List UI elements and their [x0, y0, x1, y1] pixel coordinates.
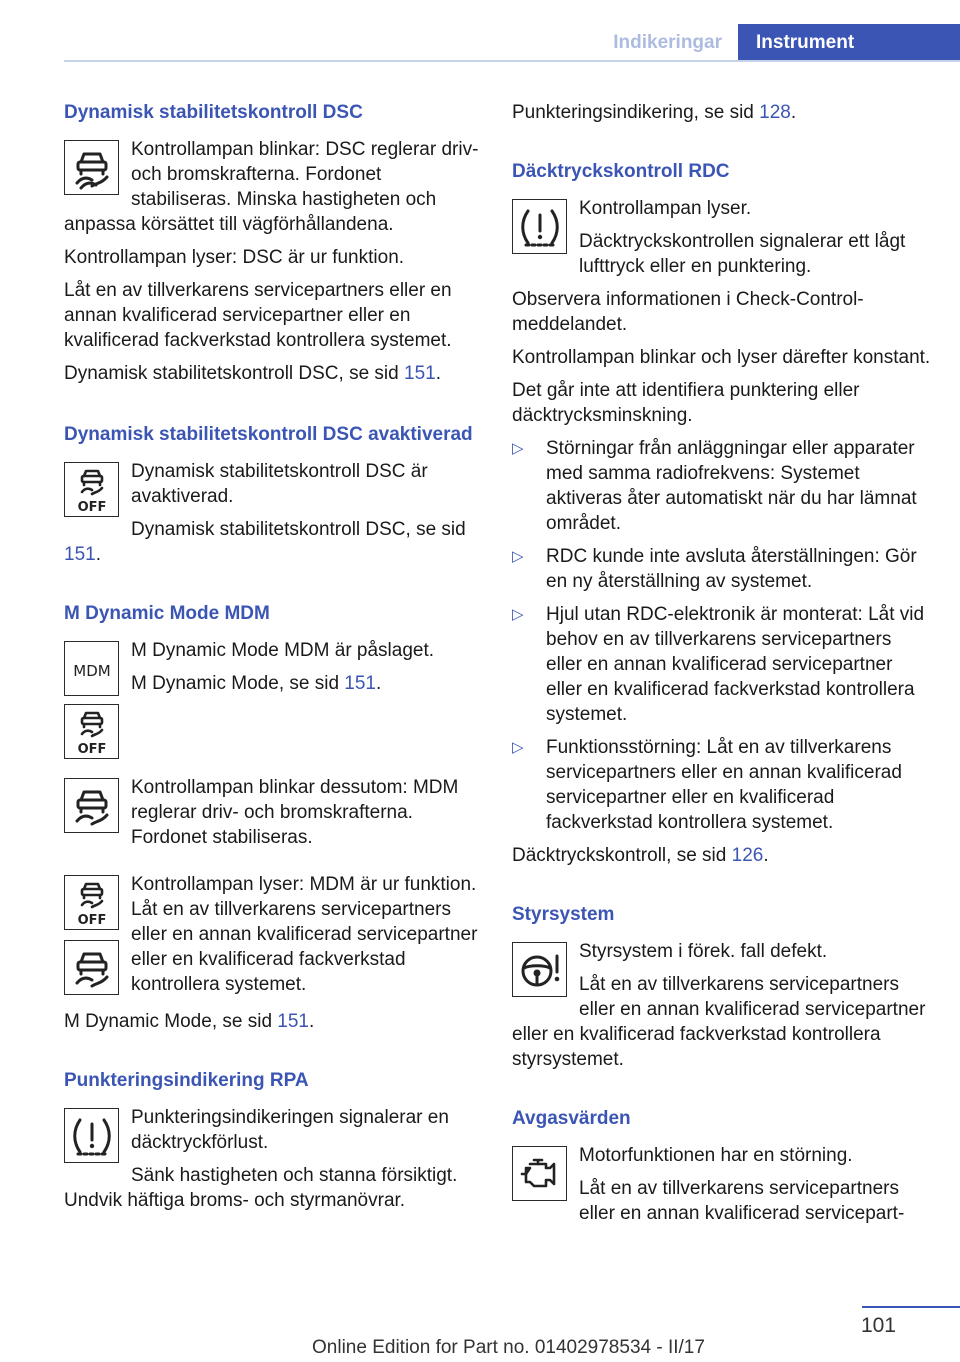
rdc-text-2: Däcktryckskontrollen signalerar ett lågt lufttryck eller en punktering.	[579, 231, 906, 277]
mdm-text-2: Kontrollampan blinkar dessutom: MDM reglerar driv- och bromskrafterna. Fordonet stabiliseras.	[131, 777, 459, 848]
mdm-text-3: Kontrollampan lyser: MDM är ur funktion. Låt en av tillverkarens servicepartners eller en annan kvalificerad servicepartner eller en kvalificerad fackverkstad kontrollera systemet.	[131, 874, 478, 995]
dsc-text-1: Kontrollampan blinkar: DSC reglerar driv- och bromskrafterna. Fordonet stabiliseras. Minska hastigheten och anpassa körsättet till vägförhållandena.	[64, 139, 479, 235]
dsc-icon	[64, 140, 119, 195]
dsc-off-text-1: Dynamisk stabilitetskontroll DSC är avaktiverad.	[131, 461, 428, 507]
rdc-text-4: Kontrollampan blinkar och lyser därefter konstant.	[512, 347, 931, 368]
edition-text: Online Edition for Part no. 01402978534 - II/17	[312, 1337, 705, 1358]
rdc-ref: Däcktryckskontroll, se sid 126.	[512, 845, 769, 866]
header-divider	[64, 60, 960, 62]
section-title-rpa: Punkteringsindikering RPA	[64, 1070, 309, 1091]
engine-check-icon	[512, 1146, 567, 1201]
tire-pressure-icon-2	[512, 199, 567, 254]
rdc-text-3: Observera informationen i Check-Control-meddelandet.	[512, 289, 864, 335]
page-number: 101	[860, 1314, 896, 1337]
dsc-off-icon-2	[64, 704, 119, 759]
svg-text:OFF: OFF	[77, 912, 106, 927]
dsc-off-ref-link[interactable]: 151	[64, 544, 96, 565]
tire-pressure-icon	[64, 1108, 119, 1163]
mdm-ref-2: M Dynamic Mode, se sid 151.	[64, 1011, 315, 1032]
section-title-steering: Styrsystem	[512, 904, 615, 925]
section-title-exhaust: Avgasvärden	[512, 1108, 631, 1129]
list-item: ▷ Funktionsstörning: Låt en av tillverkarens servicepartners eller en annan kvalificerad servicepartner eller en kvalificerad fackverkstad kontrollera systemet.	[512, 737, 902, 833]
rpa-text-1: Punkteringsindikeringen signalerar en däcktryckförlust.	[131, 1107, 449, 1153]
dsc-icon-2	[64, 778, 119, 833]
svg-text:OFF: OFF	[77, 741, 106, 756]
exhaust-text-1: Motorfunktionen har en störning.	[579, 1145, 853, 1166]
rpa-ref-link[interactable]: 128	[759, 102, 791, 123]
mdm-ref-2-link[interactable]: 151	[277, 1011, 309, 1032]
list-item: ▷ Hjul utan RDC-elektronik är monterat: Låt vid behov en av tillverkarens servicepartners eller en annan kvalificerad servicepartner eller en kvalificerad fackverkstad kontrollera systemet.	[512, 604, 925, 725]
exhaust-text-2: Låt en av tillverkarens servicepartners eller en annan kvalificerad servicepart-	[579, 1178, 905, 1224]
section-title-dsc-off: Dynamisk stabilitetskontroll DSC avaktiverad	[64, 424, 473, 445]
rdc-bullet-list	[512, 436, 932, 835]
triangle-bullet-icon: ▷	[512, 739, 524, 756]
svg-text:OFF: OFF	[77, 499, 106, 514]
left-column	[64, 100, 482, 1221]
rdc-text-1: Kontrollampan lyser.	[579, 198, 752, 219]
rdc-ref-link[interactable]: 126	[731, 845, 764, 866]
header-tab-indikeringar[interactable]: Indikeringar	[613, 32, 722, 53]
triangle-bullet-icon: ▷	[512, 606, 524, 623]
mdm-text-1: M Dynamic Mode MDM är påslaget.	[131, 640, 435, 661]
footer-divider	[862, 1306, 960, 1308]
triangle-bullet-icon: ▷	[512, 548, 524, 565]
dsc-text-3: Låt en av tillverkarens servicepartners eller en annan kvalificerad servicepartner eller en kvalificerad fackverkstad kontrollera systemet.	[64, 280, 452, 351]
dsc-text-2: Kontrollampan lyser: DSC är ur funktion.	[64, 247, 405, 268]
steering-wheel-warning-icon	[512, 942, 567, 997]
list-item: ▷ RDC kunde inte avsluta återställningen: Gör en ny återställning av systemet.	[512, 546, 917, 592]
svg-text:MDM: MDM	[72, 661, 111, 680]
mdm-ref-1: M Dynamic Mode, se sid 151.	[131, 673, 382, 694]
list-item: ▷ Störningar från anläggningar eller apparater med samma radiofrekvens: Systemet aktiveras åter automatiskt när du har lämnat området.	[512, 438, 917, 534]
rpa-text-2: Sänk hastigheten och stanna försiktigt. Undvik häftiga broms- och styrmanövrar.	[64, 1165, 458, 1211]
section-title-mdm: M Dynamic Mode MDM	[64, 603, 270, 624]
dsc-off-ref: Dynamisk stabilitetskontroll DSC, se sid 151.	[64, 519, 466, 565]
dsc-ref: Dynamisk stabilitetskontroll DSC, se sid 151.	[64, 363, 441, 384]
steering-text-1: Styrsystem i förek. fall defekt.	[579, 941, 828, 962]
header-tab-instrument[interactable]: Instrument	[738, 24, 960, 62]
section-title-rdc: Däcktryckskontroll RDC	[512, 161, 730, 182]
dsc-off-icon-3	[64, 875, 119, 930]
dsc-icon-3	[64, 940, 119, 995]
mdm-ref-1-link[interactable]: 151	[344, 673, 376, 694]
right-column	[512, 100, 932, 1234]
rpa-ref: Punkteringsindikering, se sid 128.	[512, 102, 797, 123]
section-title-dsc: Dynamisk stabilitetskontroll DSC	[64, 102, 363, 123]
steering-text-2: Låt en av tillverkarens servicepartners eller en annan kvalificerad servicepartner eller en kvalificerad fackverkstad kontrollera styrsystemet.	[512, 974, 926, 1070]
mdm-icon	[64, 641, 119, 696]
rdc-text-5: Det går inte att identifiera punktering eller däcktrycksminskning.	[512, 380, 860, 426]
dsc-ref-link[interactable]: 151	[404, 363, 436, 384]
dsc-off-icon	[64, 462, 119, 517]
triangle-bullet-icon: ▷	[512, 440, 524, 457]
